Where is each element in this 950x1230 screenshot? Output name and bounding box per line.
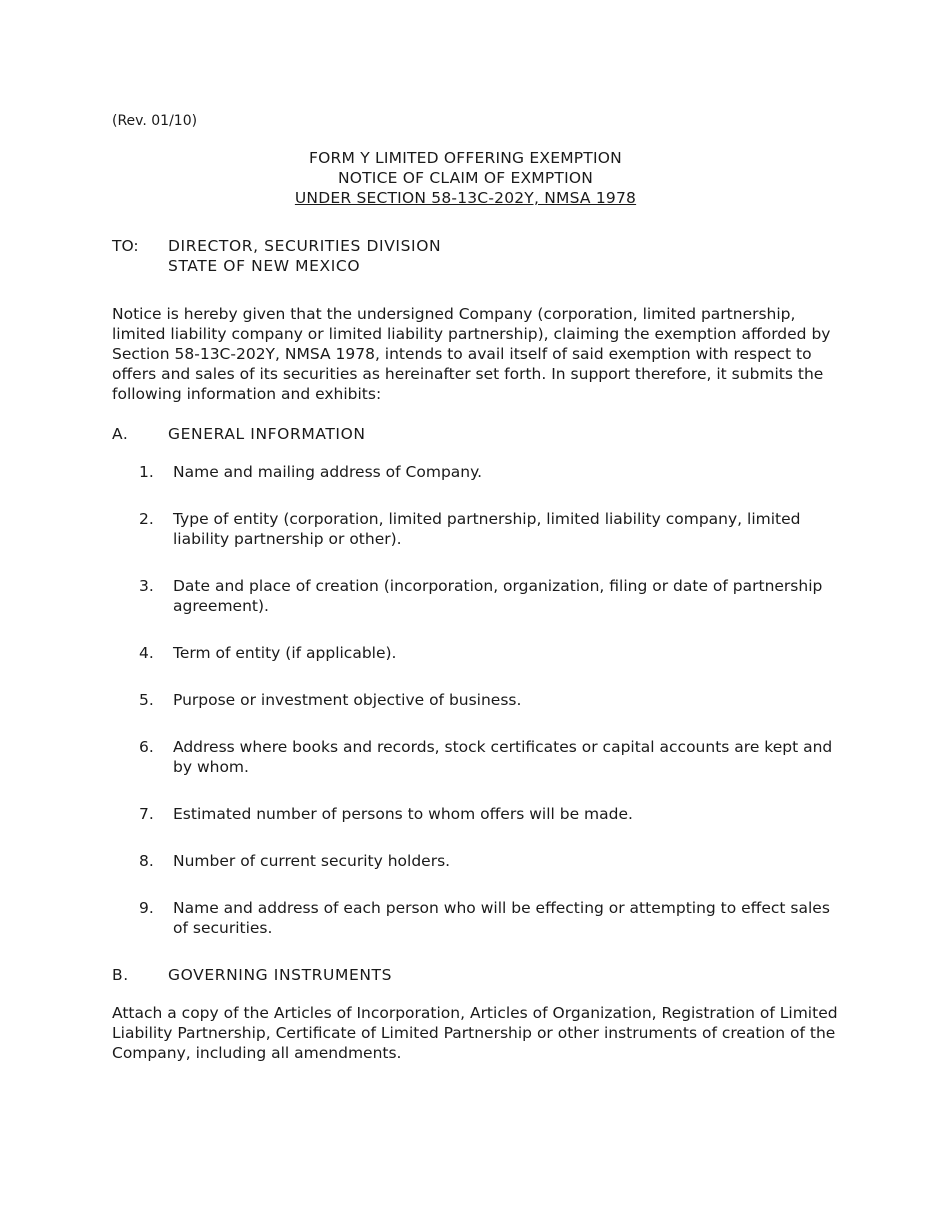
- title-line-3: UNDER SECTION 58-13C-202Y, NMSA 1978: [294, 189, 637, 207]
- section-b-letter: B.: [112, 966, 129, 984]
- list-item: [112, 576, 840, 616]
- item-number: 7.: [139, 805, 154, 823]
- to-label: TO:: [112, 237, 139, 255]
- item-number: 6.: [139, 738, 154, 756]
- list-item: [112, 737, 840, 777]
- section-a-letter: A.: [112, 425, 129, 443]
- governing-instruments-paragraph: Attach a copy of the Articles of Incorporation, Articles of Organization, Registration of Limited Liability Partnership, Certificate of Limited Partnership or other instruments of creation of the Company, including all amendments.: [112, 1004, 838, 1062]
- item-text: Estimated number of persons to whom offers will be made.: [173, 805, 633, 823]
- item-text: Date and place of creation (incorporation, organization, filing or date of partnership agreement).: [173, 577, 823, 615]
- list-item: [112, 804, 840, 824]
- general-information-list: [112, 462, 840, 938]
- addressee-lines: [168, 236, 441, 276]
- title-line-2: NOTICE OF CLAIM OF EXMPTION: [337, 169, 594, 187]
- intro-paragraph: Notice is hereby given that the undersigned Company (corporation, limited partnership, limited liability company or limited liability partnership), claiming the exemption afforded by Section 58-13C-202Y, NMSA 1978, intends to avail itself of said exemption with respect to offers and sales of its securities as hereinafter set forth. In support therefore, it submits the following information and exhibits:: [112, 305, 831, 403]
- item-number: 9.: [139, 899, 154, 917]
- item-number: 5.: [139, 691, 154, 709]
- item-number: 1.: [139, 463, 154, 481]
- item-text: Name and mailing address of Company.: [173, 463, 482, 481]
- document-page: [112, 111, 840, 1079]
- item-text: Number of current security holders.: [173, 852, 451, 870]
- addressee-line-1: DIRECTOR, SECURITIES DIVISION: [168, 237, 442, 255]
- revision-note: (Rev. 01/10): [112, 113, 198, 129]
- item-text: Purpose or investment objective of business.: [173, 691, 522, 709]
- title-line-1: FORM Y LIMITED OFFERING EXEMPTION: [309, 149, 622, 167]
- section-a-title: GENERAL INFORMATION: [168, 425, 366, 443]
- form-title: [112, 148, 819, 208]
- item-text: Term of entity (if applicable).: [173, 644, 397, 662]
- addressee: [112, 236, 840, 276]
- section-b-title: GOVERNING INSTRUMENTS: [168, 966, 393, 984]
- item-text: Name and address of each person who will be effecting or attempting to effect sales of securities.: [173, 899, 830, 937]
- list-item: [112, 898, 840, 938]
- section-a-heading: [112, 424, 840, 444]
- list-item: [112, 643, 840, 663]
- item-number: 2.: [139, 510, 154, 528]
- list-item: [112, 462, 840, 482]
- item-number: 8.: [139, 852, 154, 870]
- item-number: 3.: [139, 577, 154, 595]
- section-b-heading: [112, 965, 840, 985]
- list-item: [112, 509, 840, 549]
- item-number: 4.: [139, 644, 154, 662]
- addressee-line-2: STATE OF NEW MEXICO: [168, 257, 361, 275]
- item-text: Type of entity (corporation, limited partnership, limited liability company, limited liability partnership or other).: [173, 510, 801, 548]
- list-item: [112, 690, 840, 710]
- list-item: [112, 851, 840, 871]
- item-text: Address where books and records, stock certificates or capital accounts are kept and by whom.: [173, 738, 833, 776]
